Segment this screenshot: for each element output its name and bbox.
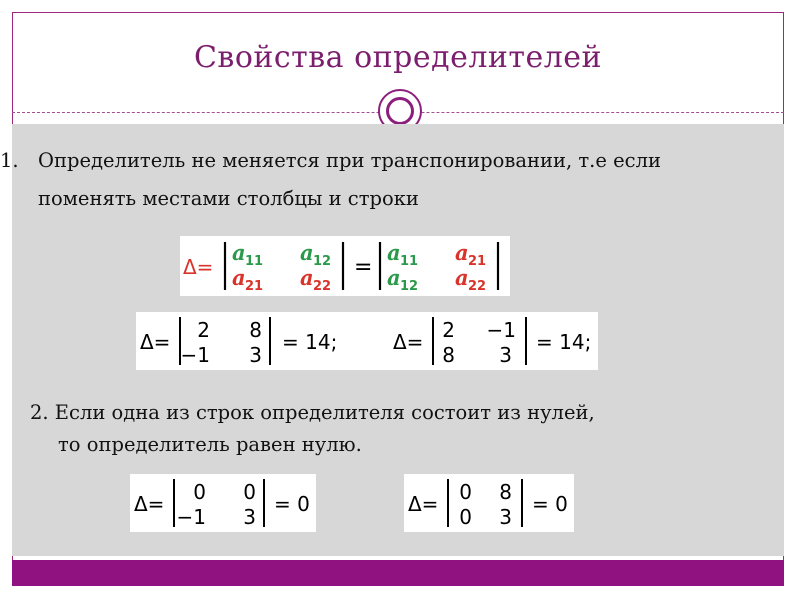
ex2-right-result: = 0 [532, 492, 568, 516]
ex2-left-result: = 0 [274, 492, 310, 516]
property1-line2: поменять местами столбцы и строки [38, 187, 419, 210]
ex1-right-r2c1: 8 [442, 343, 455, 367]
property2-line2: то определитель равен нулю. [58, 433, 362, 456]
ex2-right-r1c1: 0 [459, 480, 472, 504]
ex2-left-r1c2: 0 [243, 480, 256, 504]
ex2-left-r2c2: 3 [243, 505, 256, 529]
fg-right-r2c2: a [455, 265, 469, 290]
ex1-left-r1c2: 8 [249, 318, 262, 342]
formula-general-delta: Δ= [183, 255, 214, 279]
ex2-right-delta: Δ= [408, 492, 439, 516]
fg-left-r2c1: a [232, 265, 246, 290]
fg-left-r2c2-sub: 22 [313, 279, 332, 294]
ex1-right-r1c1: 2 [442, 318, 455, 342]
example2-left [130, 474, 316, 532]
bottom-accent-bar [12, 560, 784, 586]
ex1-left-r2c2: 3 [249, 343, 262, 367]
ex1-right-r1c2: −1 [486, 318, 516, 342]
formula-general [180, 236, 510, 296]
formula-general-equals: = [354, 255, 373, 280]
fg-right-r2c1: a [387, 265, 401, 290]
example2-right [404, 474, 574, 532]
fg-right-r1c2-sub: 21 [468, 254, 487, 269]
fg-left-r1c2-sub: 12 [313, 254, 332, 269]
fg-left-r1c1-sub: 11 [245, 254, 264, 269]
ex1-left-delta: Δ= [140, 330, 171, 354]
circle-ornament-inner [386, 97, 414, 125]
ex2-right-r1c2: 8 [499, 480, 512, 504]
fg-right-r1c1: a [387, 240, 401, 265]
fg-left-r2c2: a [300, 265, 314, 290]
ex1-left-r1c1: 2 [197, 318, 210, 342]
ex1-right-r2c2: 3 [499, 343, 512, 367]
ex2-right-r2c1: 0 [459, 505, 472, 529]
property2-line1: 2. Если одна из строк определителя состоит из нулей, [30, 401, 595, 424]
fg-right-r1c2: a [455, 240, 469, 265]
ex2-right-r2c2: 3 [499, 505, 512, 529]
ex1-right-delta: Δ= [393, 330, 424, 354]
fg-left-r1c1: a [232, 240, 246, 265]
fg-right-r2c2-sub: 22 [468, 279, 487, 294]
fg-right-r2c1-sub: 12 [400, 279, 419, 294]
ex1-right-result: = 14; [536, 330, 592, 354]
ex2-left-delta: Δ= [134, 492, 165, 516]
fg-left-r2c1-sub: 21 [245, 279, 264, 294]
fg-left-r1c2: a [300, 240, 314, 265]
ex2-left-r2c1: −1 [176, 505, 206, 529]
ex2-left-r1c1: 0 [193, 480, 206, 504]
fg-right-r1c1-sub: 11 [400, 254, 419, 269]
slide-title: Свойства определителей [193, 40, 603, 75]
property1-number: 1. [0, 149, 19, 172]
ex1-left-r2c1: −1 [180, 343, 210, 367]
ex1-left-result: = 14; [282, 330, 338, 354]
property1-line1: Определитель не меняется при транспонировании, т.е если [38, 149, 661, 172]
example1 [136, 312, 598, 370]
